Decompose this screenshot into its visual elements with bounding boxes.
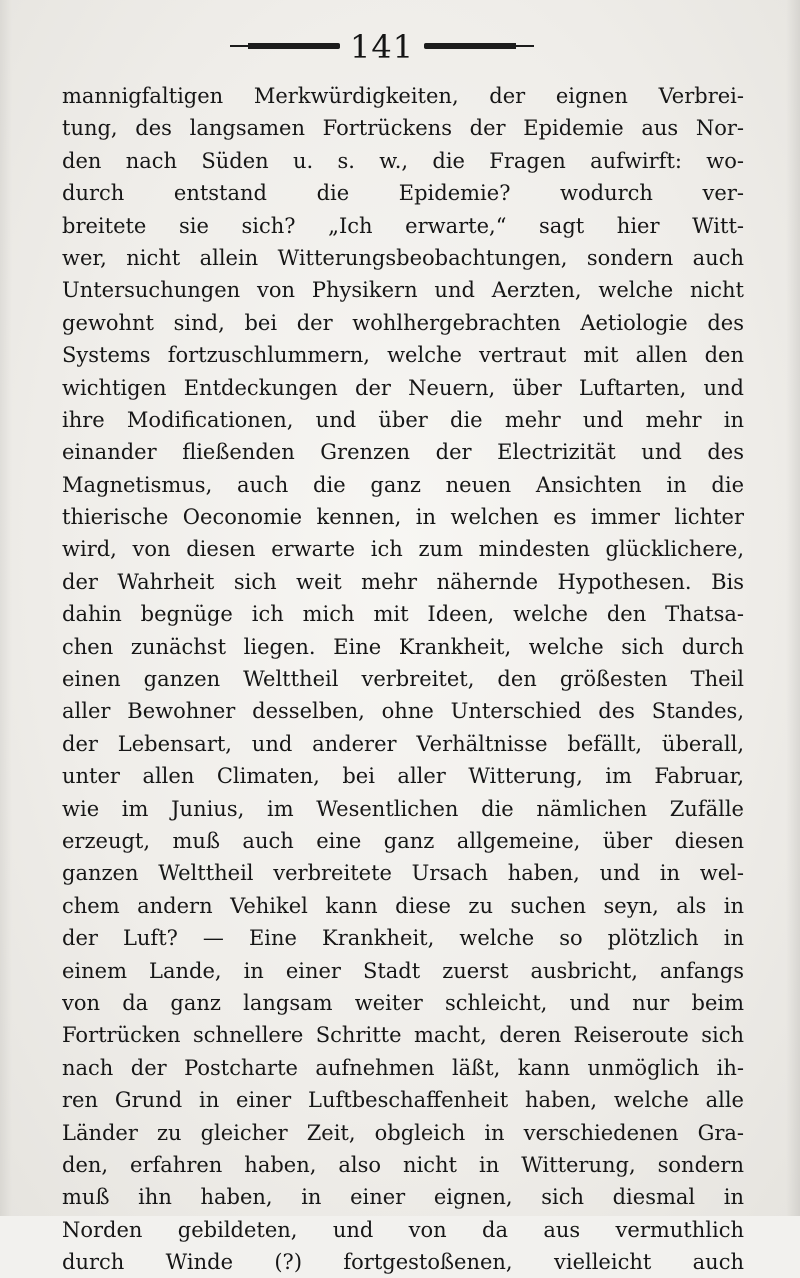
text-line: durch entstand die Epidemie? wodurch ver- [62, 181, 744, 206]
text-line: Magnetismus, auch die ganz neuen Ansichten in die [62, 472, 744, 497]
text-line: der Wahrheit sich weit mehr nähernde Hypothesen. Bis [62, 569, 744, 594]
text-line: dahin begnüge ich mich mit Ideen, welche den Thatsa- [62, 602, 744, 627]
header-rule-left [248, 43, 340, 49]
text-line: aller Bewohner desselben, ohne Unterschied des Standes, [62, 699, 744, 724]
text-line: ren Grund in einer Luftbeschaffenheit haben, welche alle [62, 1088, 744, 1113]
text-line: tung, des langsamen Fortrückens der Epidemie aus Nor- [62, 116, 744, 141]
text-line: chen zunächst liegen. Eine Krankheit, welche sich durch [62, 634, 744, 659]
text-line: Untersuchungen von Physikern und Aerzten, welche nicht [62, 278, 744, 303]
text-line: gewohnt sind, bei der wohlhergebrachten Aetiologie des [62, 310, 744, 335]
text-line: thierische Oeconomie kennen, in welchen es immer lichter [62, 505, 744, 530]
body-text [62, 80, 744, 1278]
scan-shadow-left [0, 0, 12, 1216]
text-line: muß ihn haben, in einer eignen, sich diesmal in [62, 1185, 744, 1210]
text-line: den nach Süden u. s. w., die Fragen aufwirft: wo- [62, 148, 744, 173]
text-line: chem andern Vehikel kann diese zu suchen seyn, als in [62, 893, 744, 918]
text-line: mannigfaltigen Merkwürdigkeiten, der eignen Verbrei- [62, 84, 744, 108]
page-number: 141 [350, 28, 415, 66]
header-rule-right [424, 43, 516, 49]
page-header [0, 28, 800, 68]
text-line: wichtigen Entdeckungen der Neuern, über Luftarten, und [62, 375, 744, 400]
text-line: erzeugt, muß auch eine ganz allgemeine, über diesen [62, 828, 744, 853]
text-line: wird, von diesen erwarte ich zum mindesten glücklichere, [62, 537, 744, 562]
text-line: wie im Junius, im Wesentlichen die nämlichen Zufälle [62, 796, 744, 821]
scan-shadow-right [786, 0, 800, 1216]
text-line: den, erfahren haben, also nicht in Witterung, sondern [62, 1152, 744, 1177]
text-line: Fortrücken schnellere Schritte macht, deren Reiseroute sich [62, 1023, 744, 1048]
text-line: ihre Modificationen, und über die mehr und mehr in [62, 407, 744, 432]
text-line: einem Lande, in einer Stadt zuerst ausbricht, anfangs [62, 958, 744, 983]
text-line: durch Winde (?) fortgestoßenen, vielleicht auch [62, 1250, 744, 1275]
text-line: der Lebensart, und anderer Verhältnisse befällt, überall, [62, 731, 744, 756]
text-line: der Luft? — Eine Krankheit, welche so plötzlich in [62, 926, 744, 951]
text-line: Länder zu gleicher Zeit, obgleich in verschiedenen Gra- [62, 1120, 744, 1145]
text-line: ganzen Welttheil verbreitete Ursach haben, und in wel- [62, 861, 744, 886]
text-line: wer, nicht allein Witterungsbeobachtungen, sondern auch [62, 245, 744, 270]
text-line: von da ganz langsam weiter schleicht, und nur beim [62, 990, 744, 1015]
text-line: breitete sie sich? „Ich erwarte,“ sagt hier Witt- [62, 213, 744, 238]
text-line: nach der Postcharte aufnehmen läßt, kann unmöglich ih- [62, 1055, 744, 1080]
text-line: Systems fortzuschlummern, welche vertraut mit allen den [62, 343, 744, 368]
text-line: einander fließenden Grenzen der Electrizität und des [62, 440, 744, 465]
text-line: Norden gebildeten, und von da aus vermuthlich [62, 1217, 744, 1242]
text-line: unter allen Climaten, bei aller Witterung, im Fabruar, [62, 764, 744, 789]
text-line: einen ganzen Welttheil verbreitet, den größesten Theil [62, 667, 744, 692]
